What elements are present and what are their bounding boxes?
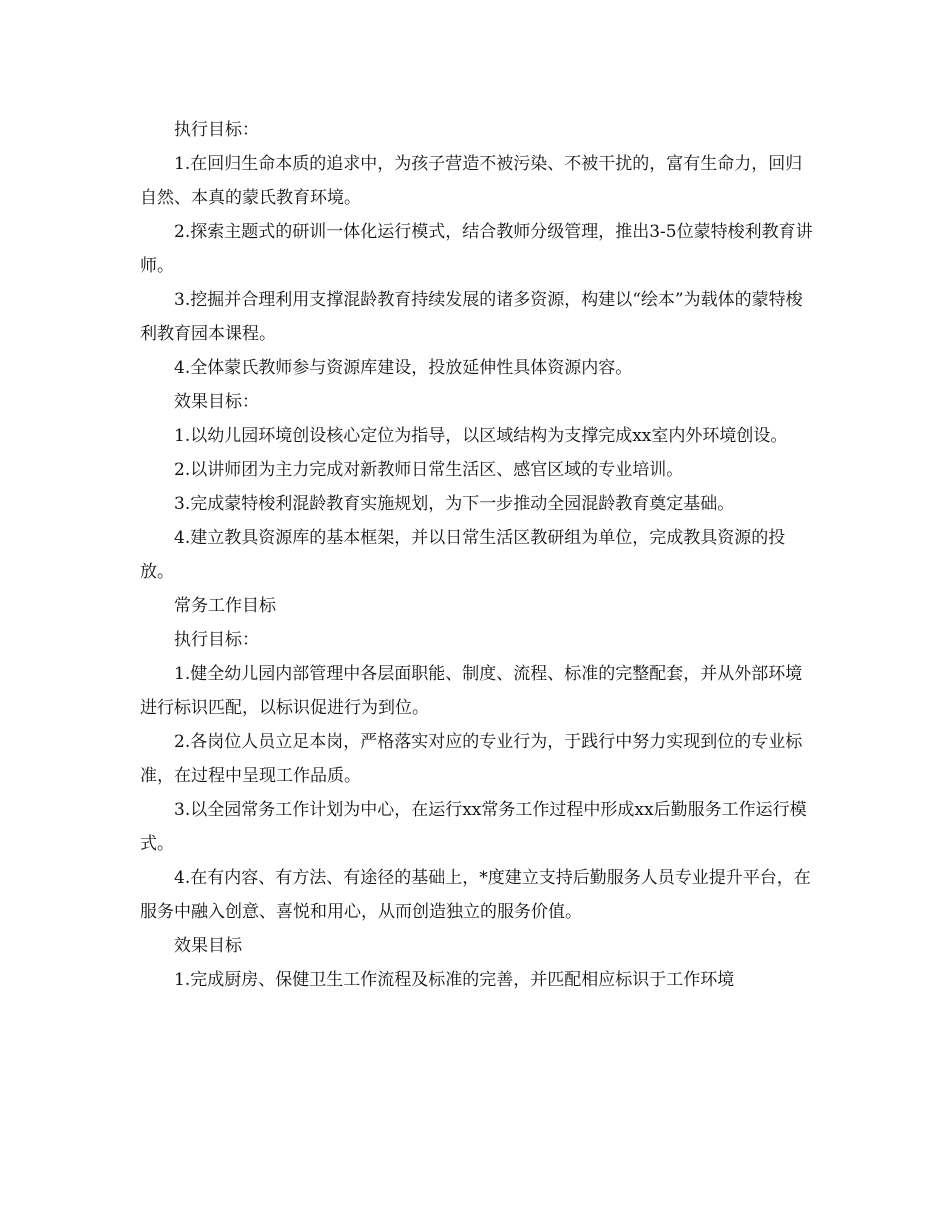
paragraph: 1.以幼儿园环境创设核心定位为指导，以区域结构为支撑完成xx室内外环境创设。 [174,426,788,446]
heading-execution-goals: 执行目标： [174,630,259,650]
paragraph: 3.挖掘并合理利用支撑混龄教育持续发展的诸多资源，构建以“绘本”为载体的蒙特梭利教育园本课程。 [140,290,803,344]
heading-routine-work-goals: 常务工作目标 [174,596,276,616]
paragraph: 4.在有内容、有方法、有途径的基础上，*度建立支持后勤服务人员专业提升平台，在服务中融入创意、喜悦和用心，从而创造独立的服务价值。 [140,868,811,922]
paragraph: 3.以全园常务工作计划为中心，在运行xx常务工作过程中形成xx后勤服务工作运行模式。 [140,800,807,854]
paragraph: 2.以讲师团为主力完成对新教师日常生活区、感官区域的专业培训。 [174,460,684,480]
paragraph: 3.完成蒙特梭利混龄教育实施规划，为下一步推动全园混龄教育奠定基础。 [174,494,735,514]
paragraph: 2.探索主题式的研训一体化运行模式，结合教师分级管理，推出3-5位蒙特梭利教育讲师。 [140,222,813,276]
paragraph: 4.建立教具资源库的基本框架，并以日常生活区教研组为单位，完成教具资源的投放。 [140,528,786,582]
paragraph: 4.全体蒙氏教师参与资源库建设，投放延伸性具体资源内容。 [174,358,633,378]
paragraph: 2.各岗位人员立足本岗，严格落实对应的专业行为，于践行中努力实现到位的专业标准，在过程中呈现工作品质。 [140,732,803,786]
paragraph: 1.健全幼儿园内部管理中各层面职能、制度、流程、标准的完整配套，并从外部环境进行标识匹配，以标识促进行为到位。 [140,664,803,718]
paragraph: 1.在回归生命本质的追求中，为孩子营造不被污染、不被干扰的，富有生命力，回归自然、本真的蒙氏教育环境。 [140,154,803,208]
paragraph: 1.完成厨房、保健卫生工作流程及标准的完善，并匹配相应标识于工作环境 [174,970,735,990]
heading-execution-goals: 执行目标： [174,120,259,140]
heading-effect-goals: 效果目标： [174,392,259,412]
document-body [140,113,815,997]
heading-effect-goals: 效果目标 [174,936,242,956]
